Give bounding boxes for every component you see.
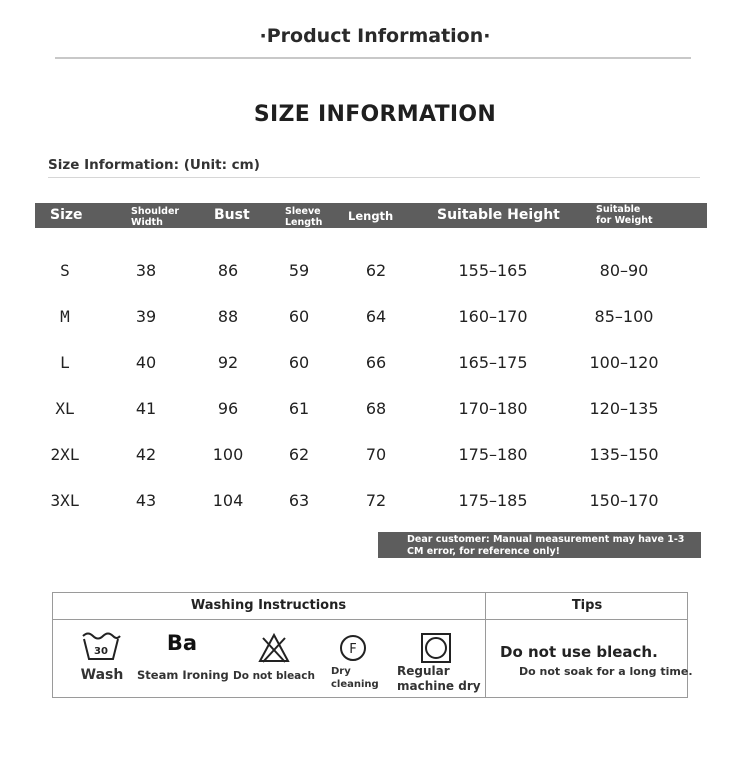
table-cell: 175–185 (458, 491, 528, 510)
table-cell: 64 (365, 307, 387, 326)
size-table-header (35, 203, 707, 228)
table-cell: 72 (365, 491, 387, 510)
table-cell: S (60, 261, 70, 280)
table-cell: 59 (288, 261, 310, 280)
table-cell: 60 (288, 353, 310, 372)
table-cell: 39 (135, 307, 157, 326)
table-cell: 62 (365, 261, 387, 280)
dry-clean-icon (338, 634, 368, 662)
table-cell: 120–135 (589, 399, 659, 418)
table-cell: 175–180 (458, 445, 528, 464)
table-cell: XL (55, 399, 75, 418)
table-cell: 38 (135, 261, 157, 280)
table-cell: 61 (288, 399, 310, 418)
machine-dry-caption: Regular machine dry (397, 664, 481, 693)
tips-main-text: Do not use bleach. (500, 643, 658, 661)
header-bust: Bust (214, 207, 250, 223)
table-cell: 43 (135, 491, 157, 510)
table-cell: 66 (365, 353, 387, 372)
table-cell: 170–180 (458, 399, 528, 418)
no-bleach-icon (257, 632, 291, 664)
table-cell: 104 (212, 491, 244, 510)
table-cell: 165–175 (458, 353, 528, 372)
size-information-subtitle: Size Information: (Unit: cm) (48, 157, 260, 173)
subtitle-divider (48, 177, 700, 178)
table-cell: 40 (135, 353, 157, 372)
table-cell: 92 (217, 353, 239, 372)
svg-text:F: F (349, 642, 357, 657)
steam-ironing-icon: Ba (166, 631, 198, 655)
table-cell: 150–170 (589, 491, 659, 510)
tips-heading: Tips (571, 598, 603, 613)
washing-instructions-heading: Washing Instructions (190, 598, 347, 613)
no-bleach-caption: Do not bleach (233, 670, 315, 682)
measurement-note: Dear customer: Manual measurement may have 1-3 CM error, for reference only! (378, 532, 701, 558)
table-cell: M (60, 307, 70, 326)
machine-dry-icon (420, 632, 452, 664)
table-cell: L (60, 353, 70, 372)
table-cell: 80–90 (599, 261, 649, 280)
size-information-heading: SIZE INFORMATION (253, 102, 497, 127)
tips-sub-text: Do not soak for a long time. (519, 665, 693, 678)
table-cell: 41 (135, 399, 157, 418)
dry-clean-caption: Dry cleaning (331, 666, 379, 690)
table-cell: 100 (212, 445, 244, 464)
wash-30-icon (80, 630, 122, 662)
header-divider (55, 57, 691, 59)
table-cell: 2XL (50, 445, 80, 464)
table-cell: 85–100 (594, 307, 654, 326)
table-cell: 42 (135, 445, 157, 464)
header-sleeve-length: Sleeve Length (285, 206, 323, 228)
header-length: Length (348, 209, 394, 223)
table-cell: 86 (217, 261, 239, 280)
wash-caption: Wash (80, 667, 124, 683)
table-cell: 3XL (50, 491, 80, 510)
table-cell: 60 (288, 307, 310, 326)
header-shoulder-width: Shoulder Width (131, 206, 180, 228)
table-cell: 100–120 (589, 353, 659, 372)
table-cell: 155–165 (458, 261, 528, 280)
table-cell: 70 (365, 445, 387, 464)
table-cell: 160–170 (458, 307, 528, 326)
table-cell: 63 (288, 491, 310, 510)
washing-divider-horizontal (52, 619, 688, 620)
table-cell: 62 (288, 445, 310, 464)
header-size: Size (50, 207, 83, 223)
table-cell: 88 (217, 307, 239, 326)
table-cell: 96 (217, 399, 239, 418)
svg-text:30: 30 (94, 646, 108, 657)
table-cell: 68 (365, 399, 387, 418)
header-suitable-weight: Suitable for Weight (596, 204, 653, 226)
table-cell: 135–150 (589, 445, 659, 464)
header-suitable-height: Suitable Height (437, 207, 560, 223)
steam-ironing-caption: Steam Ironing (137, 668, 229, 682)
product-information-title: ·Product Information· (259, 25, 491, 47)
